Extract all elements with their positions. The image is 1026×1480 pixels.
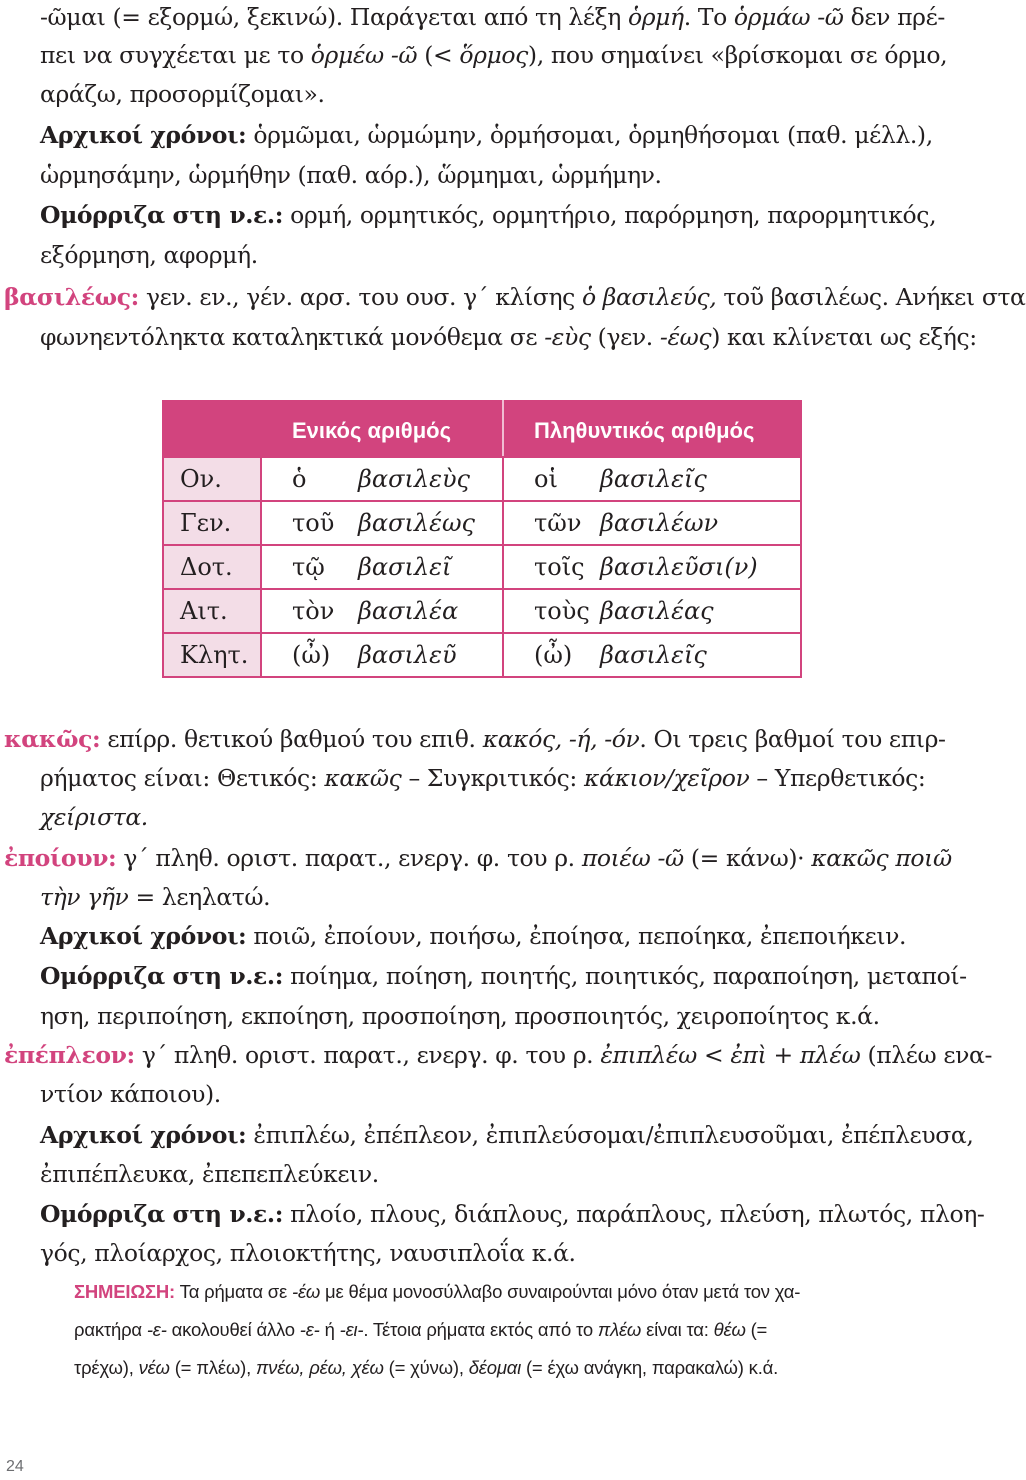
- singular-form: [261, 589, 503, 633]
- epoioun-line-2: τὴν γῆν = λεηλατώ.: [40, 883, 271, 911]
- table-corner: [163, 401, 261, 457]
- epepleon-line-1: ἐπέπλεον: γ΄ πληθ. οριστ. παρατ., ενεργ. φ. του ρ. ἐπιπλέω < ἐπὶ + πλέω (πλέω ενα-: [4, 1041, 993, 1069]
- declension-table: [162, 400, 802, 678]
- singular-form: [261, 545, 503, 589]
- plural-noun: βασιλεῖς: [600, 641, 707, 669]
- epoioun-headword: ἐποίουν:: [4, 844, 117, 872]
- plural-article: οἱ: [534, 465, 558, 493]
- plural-noun: βασιλεῦσι(ν): [600, 553, 758, 581]
- table-row: [163, 457, 801, 501]
- note-line-3: τρέχω), νέω (= πλέω), πνέω, ρέω, χέω (= χύνω), δέομαι (= έχω ανάγκη, παρακαλώ) κ.ά.: [74, 1357, 779, 1378]
- singular-form: [261, 501, 503, 545]
- singular-article: ὁ: [292, 465, 307, 493]
- case-label: Κλητ.: [163, 633, 261, 677]
- singular-noun: βασιλέα: [358, 597, 459, 625]
- case-label: Γεν.: [163, 501, 261, 545]
- ormomai-line-1: -ῶμαι (= εξορμώ, ξεκινώ). Παράγεται από τη λέξη ὁρμή. Το ὁρμάω -ῶ δεν πρέ-: [40, 3, 945, 31]
- epoioun-tenses: Αρχικοί χρόνοι: ποιῶ, ἐποίουν, ποιήσω, ἐποίησα, πεποίηκα, ἐπεποιήκειν.: [40, 922, 907, 950]
- singular-article: τοῦ: [292, 509, 335, 537]
- kakos-line-1: κακῶς: επίρρ. θετικού βαθμού του επιθ. κακός, -ή, -όν. Οι τρεις βαθμοί του επιρ-: [4, 725, 946, 753]
- basileos-headword: βασιλέως:: [4, 283, 139, 311]
- ormomai-cognates-1: Ομόρριζα στη ν.ε.: ορμή, ορμητικός, ορμητήριο, παρόρμηση, παρορμητικός,: [40, 201, 937, 229]
- header-plural: Πληθυντικός αριθμός: [503, 401, 801, 457]
- epepleon-tenses-1: Αρχικοί χρόνοι: ἐπιπλέω, ἐπέπλεον, ἐπιπλεύσομαι/ἐπιπλευσοῦμαι, ἐπέπλευσα,: [40, 1121, 974, 1149]
- kakos-line-3: χείριστα.: [40, 803, 148, 831]
- singular-article: τῷ: [292, 553, 325, 581]
- plural-article: (ὦ): [534, 641, 573, 669]
- ormomai-tenses-1: Αρχικοί χρόνοι: ὁρμῶμαι, ὡρμώμην, ὁρμήσομαι, ὁρμηθήσομαι (παθ. μέλλ.),: [40, 121, 933, 149]
- table-row: [163, 589, 801, 633]
- singular-form: [261, 633, 503, 677]
- page-number: 24: [6, 1458, 24, 1475]
- note-line-1: ΣΗΜΕΙΩΣΗ: Τα ρήματα σε -έω με θέμα μονοσύλλαβο συναιρούνται μόνο όταν μετά τον χα-: [74, 1281, 801, 1302]
- table-row: [163, 545, 801, 589]
- epoioun-cognates-1: Ομόρριζα στη ν.ε.: ποίημα, ποίηση, ποιητής, ποιητικός, παραποίηση, μεταποί-: [40, 962, 967, 990]
- plural-article: τοὺς: [534, 597, 590, 625]
- table-row: [163, 633, 801, 677]
- epoioun-cognates-2: ηση, περιποίηση, εκποίηση, προσποίηση, προσποιητός, χειροποίητος κ.ά.: [40, 1002, 880, 1030]
- plural-article: τοῖς: [534, 553, 585, 581]
- singular-noun: βασιλεῖ: [358, 553, 452, 581]
- basileos-line-1: βασιλέως: γεν. εν., γέν. αρσ. του ουσ. γ΄ κλίσης ὁ βασιλεύς, τοῦ βασιλέως. Ανήκει στα: [4, 283, 1026, 311]
- kakos-line-2: ρήματος είναι: Θετικός: κακῶς – Συγκριτικός: κάκιον/χεῖρον – Υπερθετικός:: [40, 764, 926, 792]
- table-header-row: [163, 401, 801, 457]
- note-label: ΣΗΜΕΙΩΣΗ:: [74, 1281, 176, 1302]
- note-line-2: ρακτήρα -ε- ακολουθεί άλλο -ε- ή -ει-. Τέτοια ρήματα εκτός από το πλέω είναι τα: θέω (=: [74, 1319, 768, 1340]
- ormomai-line-3: αράζω, προσορμίζομαι».: [40, 80, 325, 108]
- header-singular: Ενικός αριθμός: [261, 401, 503, 457]
- plural-form: [503, 633, 801, 677]
- case-label: Ον.: [163, 457, 261, 501]
- plural-noun: βασιλέας: [600, 597, 714, 625]
- epepleon-headword: ἐπέπλεον:: [4, 1041, 135, 1069]
- case-label: Δοτ.: [163, 545, 261, 589]
- ormomai-cognates-2: εξόρμηση, αφορμή.: [40, 241, 258, 269]
- epepleon-tenses-2: ἐπιπέπλευκα, ἐπεπεπλεύκειν.: [40, 1160, 379, 1188]
- kakos-headword: κακῶς:: [4, 725, 101, 753]
- singular-article: τὸν: [292, 597, 335, 625]
- plural-form: [503, 589, 801, 633]
- singular-article: (ὦ): [292, 641, 331, 669]
- table-row: [163, 501, 801, 545]
- ormomai-line-2: πει να συγχέεται με το ὁρμέω -ῶ (< ὅρμος), που σημαίνει «βρίσκομαι σε όρμο,: [40, 41, 948, 69]
- plural-form: [503, 545, 801, 589]
- singular-form: [261, 457, 503, 501]
- plural-noun: βασιλέων: [600, 509, 719, 537]
- singular-noun: βασιλέως: [358, 509, 475, 537]
- plural-form: [503, 501, 801, 545]
- epepleon-cognates-1: Ομόρριζα στη ν.ε.: πλοίο, πλους, διάπλους, παράπλους, πλεύση, πλωτός, πλοη-: [40, 1200, 985, 1228]
- ormomai-tenses-2: ὡρμησάμην, ὡρμήθην (παθ. αόρ.), ὥρμημαι, ὡρμήμην.: [40, 161, 662, 189]
- plural-form: [503, 457, 801, 501]
- epepleon-cognates-2: γός, πλοίαρχος, πλοιοκτήτης, ναυσιπλοΐα κ.ά.: [40, 1239, 576, 1267]
- singular-noun: βασιλεὺς: [358, 465, 470, 493]
- epepleon-line-2: ντίον κάποιου).: [40, 1080, 221, 1108]
- plural-noun: βασιλεῖς: [600, 465, 707, 493]
- case-label: Αιτ.: [163, 589, 261, 633]
- singular-noun: βασιλεῦ: [358, 641, 457, 669]
- epoioun-line-1: ἐποίουν: γ΄ πληθ. οριστ. παρατ., ενεργ. φ. του ρ. ποιέω -ῶ (= κάνω)· κακῶς ποιῶ: [4, 844, 952, 872]
- basileos-line-2: φωνηεντόληκτα καταληκτικά μονόθεμα σε -εὺς (γεν. -έως) και κλίνεται ως εξής:: [40, 323, 977, 351]
- plural-article: τῶν: [534, 509, 582, 537]
